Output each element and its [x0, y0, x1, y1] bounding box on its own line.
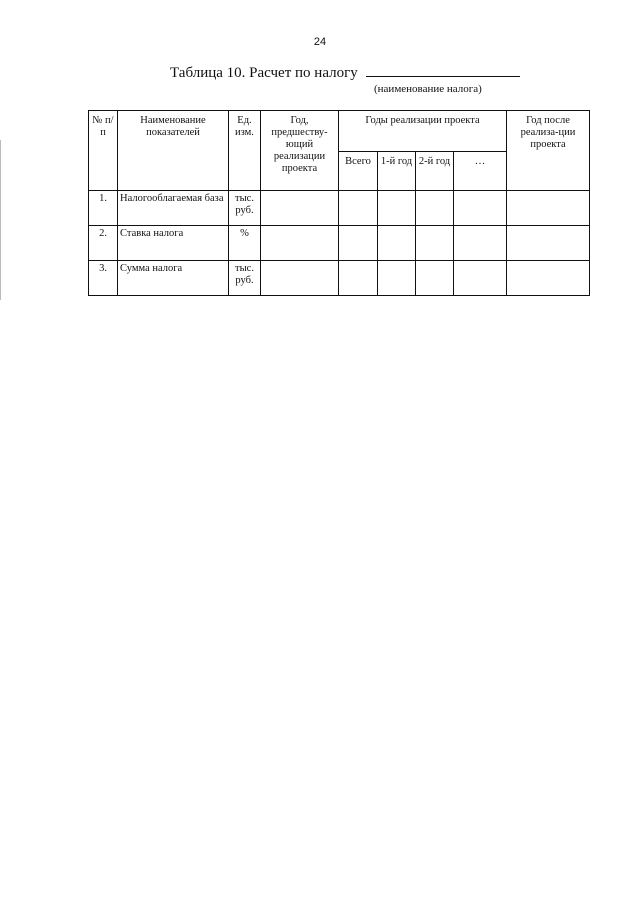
empty-cell — [378, 191, 416, 226]
row-name: Сумма налога — [118, 261, 229, 296]
header-after-year: Год после реализа-ции проекта — [507, 111, 590, 191]
scan-edge-line — [0, 140, 1, 300]
empty-cell — [507, 261, 590, 296]
row-num: 1. — [89, 191, 118, 226]
row-unit: % — [229, 226, 261, 261]
empty-cell — [261, 226, 339, 261]
empty-cell — [416, 191, 454, 226]
header-unit: Ед. изм. — [229, 111, 261, 191]
empty-cell — [507, 226, 590, 261]
row-name: Ставка налога — [118, 226, 229, 261]
header-year-2: 2-й год — [416, 152, 454, 191]
empty-cell — [261, 191, 339, 226]
page-number: 24 — [313, 36, 327, 48]
header-total: Всего — [339, 152, 378, 191]
row-unit: тыс. руб. — [229, 261, 261, 296]
empty-cell — [339, 226, 378, 261]
empty-cell — [416, 226, 454, 261]
header-prev-year: Год, предшеству-ющий реализации проекта — [261, 111, 339, 191]
empty-cell — [261, 261, 339, 296]
row-num: 3. — [89, 261, 118, 296]
empty-cell — [507, 191, 590, 226]
table-row — [89, 191, 590, 226]
header-name: Наименование показателей — [118, 111, 229, 191]
table-row — [89, 261, 590, 296]
row-num: 2. — [89, 226, 118, 261]
empty-cell — [416, 261, 454, 296]
empty-cell — [378, 261, 416, 296]
row-name: Налогооблагаемая база — [118, 191, 229, 226]
row-unit: тыс. руб. — [229, 191, 261, 226]
tax-name-blank-line — [366, 64, 520, 77]
table-row — [89, 226, 590, 261]
header-impl-years: Годы реализации проекта — [339, 111, 507, 152]
empty-cell — [339, 261, 378, 296]
tax-name-caption: (наименование налога) — [374, 83, 482, 95]
table-title — [170, 64, 520, 82]
header-num: № п/п — [89, 111, 118, 191]
empty-cell — [378, 226, 416, 261]
header-more-years: … — [454, 152, 507, 191]
empty-cell — [454, 261, 507, 296]
table-title-text: Таблица 10. Расчет по налогу — [170, 65, 358, 81]
header-row-1 — [89, 111, 590, 152]
tax-calculation-table — [88, 110, 590, 296]
empty-cell — [454, 191, 507, 226]
header-year-1: 1-й год — [378, 152, 416, 191]
empty-cell — [454, 226, 507, 261]
empty-cell — [339, 191, 378, 226]
